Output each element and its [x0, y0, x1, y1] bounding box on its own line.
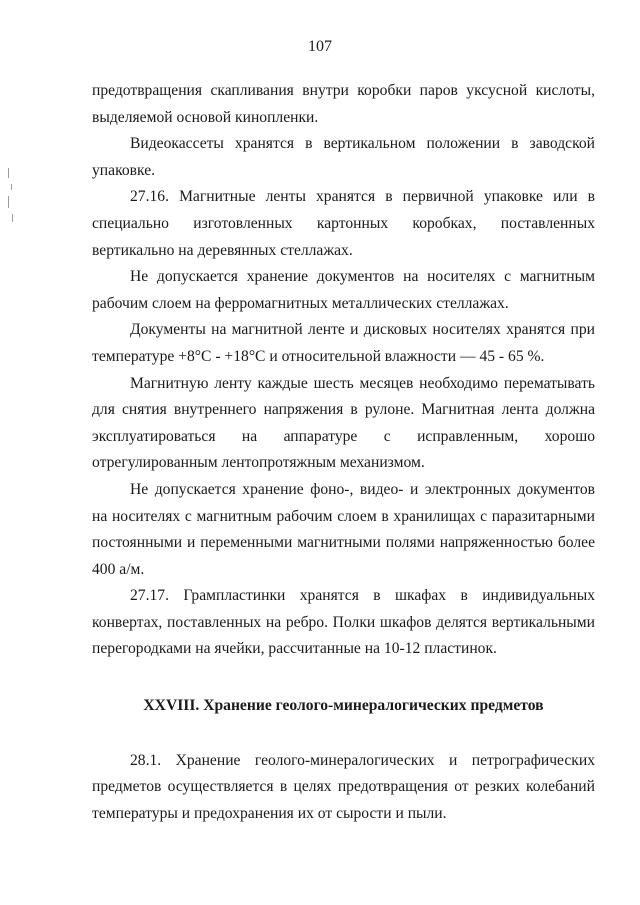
paragraph-videocassettes: Видеокассеты хранятся в вертикальном положении в заводской упаковке.	[92, 135, 595, 179]
paragraph-28-1: 28.1. Хранение геолого-минералогических и петрографических предметов осуществляется в целях предотвращения от резких колебаний температуры и предохранения их от сырости и пыли.	[92, 751, 595, 822]
scan-artifact-marks	[8, 168, 16, 228]
page-body	[92, 78, 595, 827]
page-number: 107	[308, 38, 332, 55]
paragraph-27-16: 27.16. Магнитные ленты хранятся в первичной упаковке или в специально изготовленных картонных коробках, поставленных вертикально на деревянных стеллажах.	[92, 188, 595, 259]
paragraph-27-17: 27.17. Грампластинки хранятся в шкафах в индивидуальных конвертах, поставленных на ребро. Полки шкафов делятся вертикальными перегородками на ячейки, рассчитанные на 10-12 пластинок.	[92, 587, 595, 658]
section-heading: XXVIII. Хранение геолого-минералогических предметов	[143, 697, 544, 715]
paragraph-ferromagnetic-racks: Не допускается хранение документов на носителях с магнитным рабочим слоем на ферромагнитных металлических стеллажах.	[92, 268, 595, 312]
paragraph-continuation: предотвращения скапливания внутри коробки паров уксусной кислоты, выделяемой основой кинопленки.	[92, 82, 595, 126]
paragraph-temperature-humidity: Документы на магнитной ленте и дисковых носителях хранятся при температуре +8°С - +18°С и относительной влажности — 45 - 65 %.	[92, 321, 595, 365]
paragraph-rewinding: Магнитную ленту каждые шесть месяцев необходимо перематывать для снятия внутреннего напряжения в рулоне. Магнитная лента должна эксплуатироваться на аппаратуре с исправленным, хорошо отрегулированным лентопротяжным механизмом.	[92, 374, 595, 472]
paragraph-magnetic-fields: Не допускается хранение фоно-, видео- и электронных документов на носителях с магнитным рабочим слоем в хранилищах с паразитарными постоянными и переменными магнитными полями напряженностью более 400 а/м.	[92, 480, 595, 578]
